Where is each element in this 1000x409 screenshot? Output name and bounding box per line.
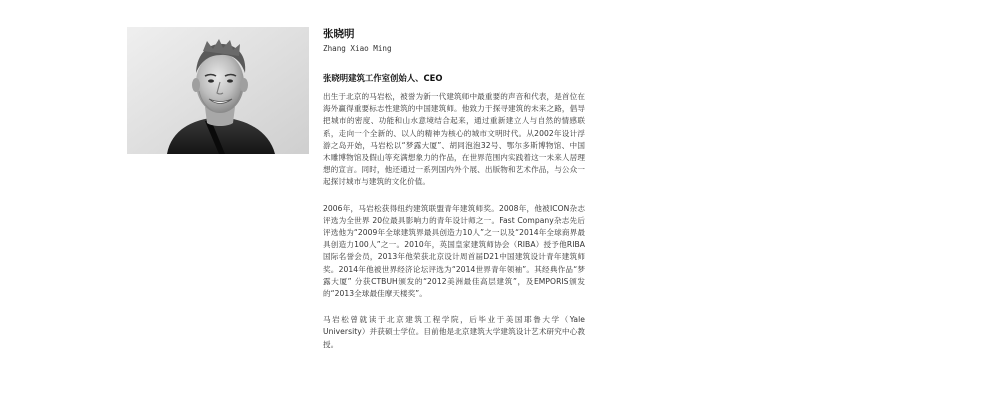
name-english: Zhang Xiao Ming: [323, 44, 392, 53]
bio-paragraph-2: 2006年，马岩松获得纽约建筑联盟青年建筑师奖。2008年，他被ICON杂志评选为全世界 20位最具影响力的青年设计师之一。Fast Company杂志先后评选他为“2009年全球建筑界最具创造力10人”之一以及“2014年全球商界最具创造力100人”之一。2010年，英国皇家建筑师协会（RIBA）授予他RIBA国际名誉会员，2013年他荣获北京设计周首届D21中国建筑设计青年建筑师奖。2014年他被世界经济论坛评选为“2014世界青年领袖”。其经典作品“梦露大厦” 分获CTBUH颁发的“2012美洲最佳高层建筑”，及EMPORIS颁发的“2013全球最佳摩天楼奖”。: [323, 203, 585, 299]
bio-paragraph-1: 出生于北京的马岩松，被誉为新一代建筑师中最重要的声音和代表，是首位在海外赢得重要标志性建筑的中国建筑师。他致力于探寻建筑的未来之路，倡导把城市的密度、功能和山水意境结合起来，通过重新建立人与自然的情感联系，走向一个全新的、以人的精神为核心的城市文明时代。从2002年设计浮游之岛开始，马岩松以“梦露大厦”、胡同泡泡32号、鄂尔多斯博物馆、中国木雕博物馆及假山等充满想象力的作品，在世界范围内实践着这一未来人居理想的宣言。同时，他还通过一系列国内外个展、出版物和艺术作品，与公众一起探讨城市与建筑的文化价值。: [323, 92, 585, 187]
job-title: 张晓明建筑工作室创始人、CEO: [323, 73, 443, 83]
bio-paragraph-3: 马岩松曾就读于北京建筑工程学院，后毕业于美国耶鲁大学（Yale University）并获硕士学位。目前他是北京建筑大学建筑设计艺术研究中心教授。: [323, 315, 585, 349]
name-chinese: 张晓明: [323, 28, 355, 40]
profile-section: [323, 28, 585, 351]
portrait-photo: [127, 27, 309, 154]
portrait-image: [127, 27, 309, 154]
